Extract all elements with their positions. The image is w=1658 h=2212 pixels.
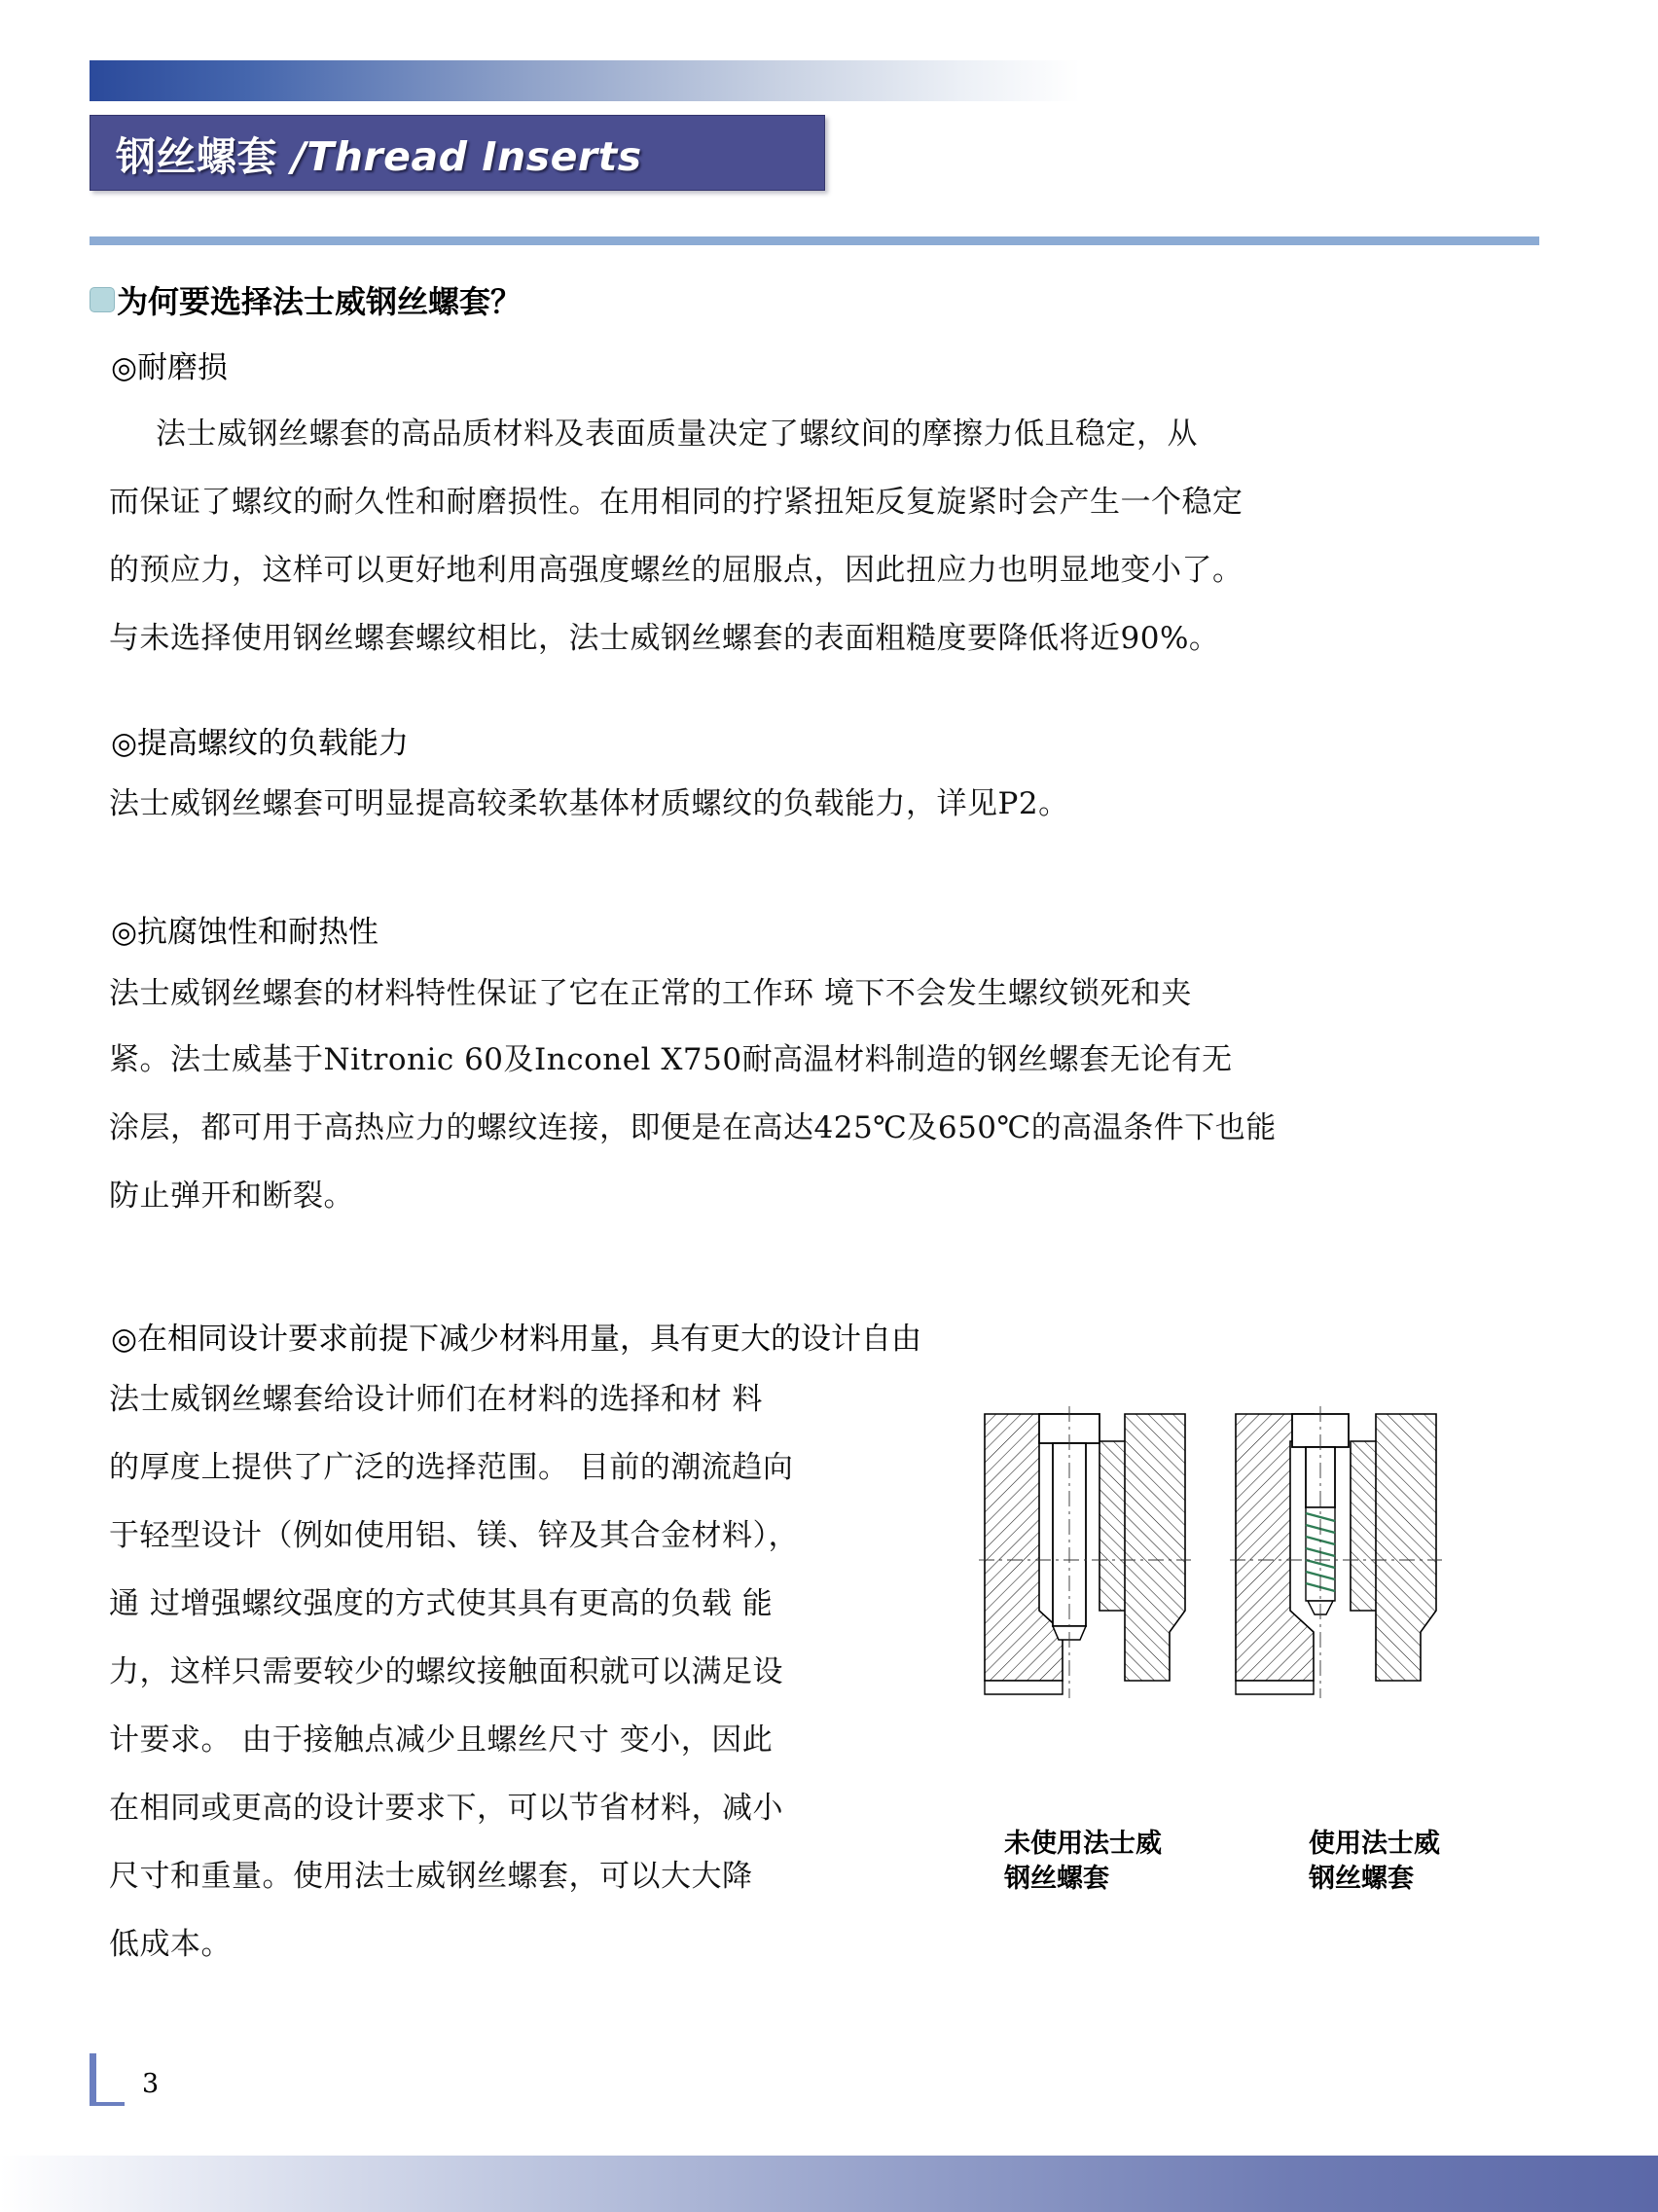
subheading-wear-resistance: ◎耐磨损 [111, 350, 229, 385]
body-line: 法士威钢丝螺套的高品质材料及表面质量决定了螺纹间的摩擦力低且稳定，从 [156, 417, 1198, 452]
footer-accent-rule [90, 2053, 125, 2106]
figure-with-insert [1230, 1406, 1442, 1698]
body-line: 力，这样只需要较少的螺纹接触面积就可以满足设 [109, 1654, 783, 1689]
page-title [90, 125, 642, 182]
body-line: 的厚度上提供了广泛的选择范围。 目前的潮流趋向 [109, 1450, 794, 1485]
figure-caption-right-line1: 使用法士威 [1309, 1829, 1440, 1859]
subheading-load-capacity: ◎提高螺纹的负载能力 [111, 726, 410, 761]
section-heading [90, 277, 522, 322]
body-line: 通 过增强螺纹强度的方式使其具有更高的负载 能 [109, 1586, 774, 1621]
body-line: 防止弹开和断裂。 [109, 1179, 354, 1214]
figure-caption-left-line2: 钢丝螺套 [1004, 1863, 1109, 1894]
footer-gradient-bar [0, 2156, 1658, 2212]
title-chinese: 钢丝螺套 [116, 132, 277, 180]
thread-insert-comparison-diagram [979, 1406, 1465, 1795]
body-line: 法士威钢丝螺套给设计师们在材料的选择和材 料 [109, 1382, 763, 1417]
figure-caption-left-line1: 未使用法士威 [1004, 1829, 1162, 1859]
body-line: 的预应力，这样可以更好地利用高强度螺丝的屈服点，因此扭应力也明显地变小了。 [109, 553, 1244, 588]
title-plate [90, 115, 825, 191]
body-line: 而保证了螺纹的耐久性和耐磨损性。在用相同的拧紧扭矩反复旋紧时会产生一个稳定 [109, 485, 1244, 520]
subheading-design-freedom: ◎在相同设计要求前提下减少材料用量，具有更大的设计自由 [111, 1322, 922, 1357]
body-line: 与未选择使用钢丝螺套螺纹相比，法士威钢丝螺套的表面粗糙度要降低将近90%。 [109, 621, 1220, 656]
body-line: 尺寸和重量。使用法士威钢丝螺套，可以大大降 [109, 1859, 753, 1894]
figure-caption-right-line2: 钢丝螺套 [1309, 1863, 1414, 1894]
cross-section-figures [979, 1406, 1465, 1795]
figure-caption-left [1004, 1827, 1162, 1896]
square-bullet-icon [90, 287, 115, 312]
body-line: 法士威钢丝螺套的材料特性保证了它在正常的工作环 境下不会发生螺纹锁死和夹 [109, 976, 1192, 1011]
body-line: 在相同或更高的设计要求下，可以节省材料，减小 [109, 1791, 783, 1826]
body-line: 法士威钢丝螺套可明显提高较柔软基体材质螺纹的负载能力，详见P2。 [109, 786, 1069, 821]
body-line: 紧。法士威基于Nitronic 60及Inconel X750耐高温材料制造的钢丝螺套无论有无 [109, 1042, 1233, 1077]
title-english: /Thread Inserts [291, 132, 642, 180]
body-line: 计要求。 由于接触点减少且螺丝尺寸 变小，因此 [109, 1722, 774, 1758]
header-divider-rule [90, 236, 1539, 245]
body-line: 低成本。 [109, 1927, 232, 1962]
body-line: 于轻型设计（例如使用铝、镁、锌及其合金材料）， [109, 1518, 799, 1553]
figure-caption-right [1309, 1827, 1440, 1896]
section-heading-label: 为何要选择法士威钢丝螺套？ [117, 283, 523, 320]
figure-without-insert [979, 1406, 1191, 1698]
body-line: 涂层，都可用于高热应力的螺纹连接，即便是在高达425℃及650℃的高温条件下也能 [109, 1110, 1277, 1145]
header-gradient-bar [90, 60, 1080, 101]
page-number: 3 [142, 2069, 160, 2099]
subheading-corrosion-heat: ◎抗腐蚀性和耐热性 [111, 915, 379, 950]
